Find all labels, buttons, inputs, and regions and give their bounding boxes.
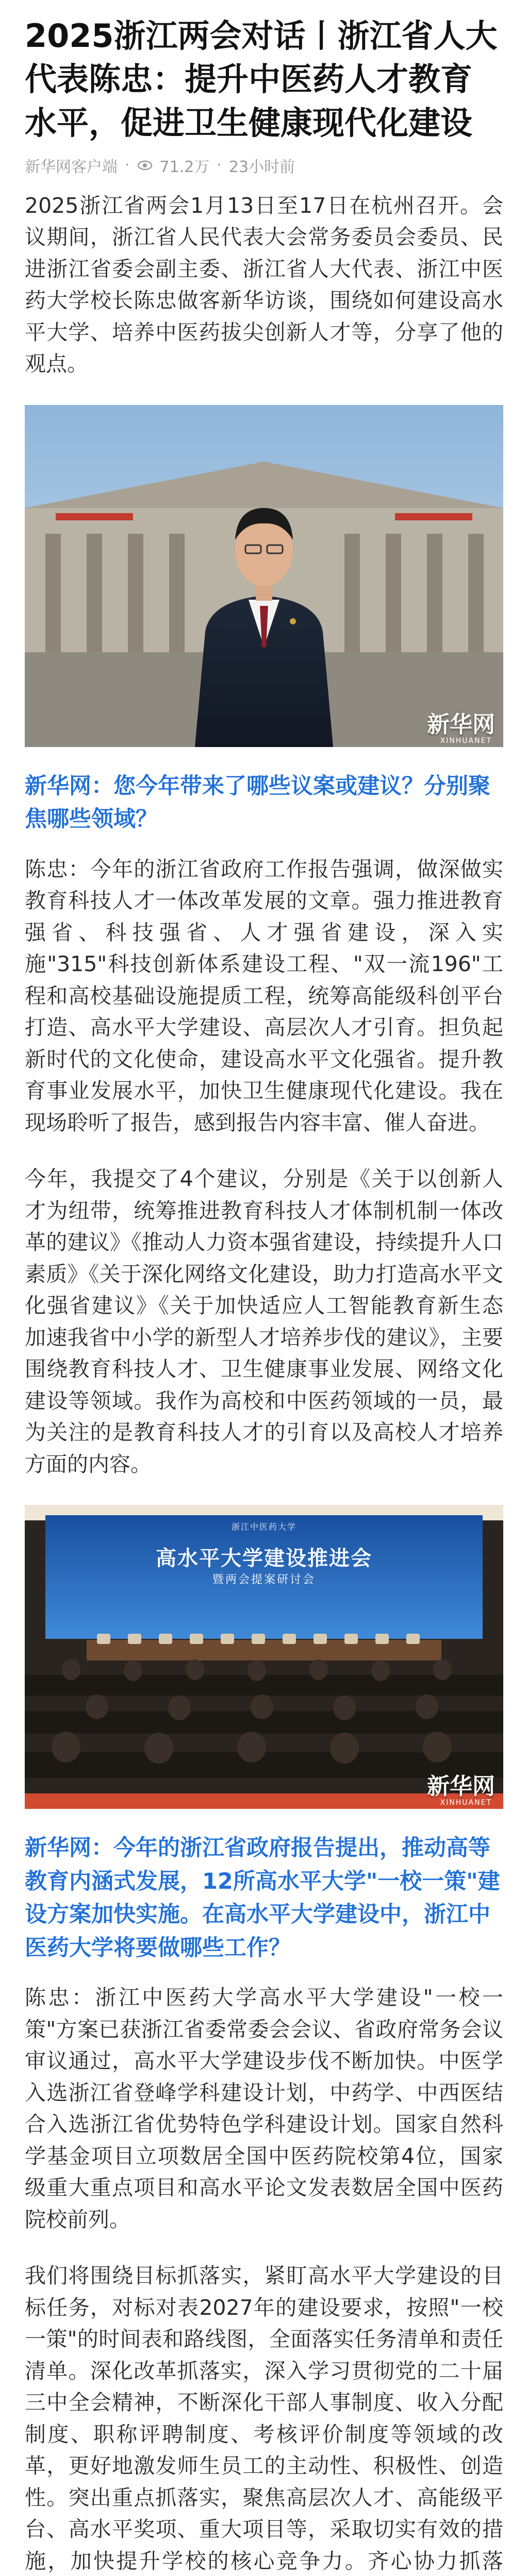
question-1: 新华网：您今年带来了哪些议案或建议？分别聚焦哪些领域？ bbox=[25, 773, 490, 833]
intro-paragraph: 2025浙江省两会1月13日至17日在杭州召开。会议期间，浙江省人民代表大会常务委员会委员、民进浙江省委会副主委、浙江省人大代表、浙江中医药大学校长陈忠做客新华访谈，围绕如何建设高水平大学、培养中医药拔尖创新人才等，分享了他的观点。 bbox=[25, 193, 503, 377]
article-meta bbox=[25, 154, 503, 177]
watermark-logo: 新华网 bbox=[427, 711, 495, 738]
question-2: 新华网：今年的浙江省政府报告提出，推动高等教育内涵式发展，12所高水平大学"一校一策"建设方案加快实施。在高水平大学建设中，浙江中医药大学将要做哪些工作？ bbox=[25, 1835, 500, 1961]
view-count: 71.2万 bbox=[159, 158, 210, 176]
publish-time: 23小时前 bbox=[228, 158, 295, 176]
eye-icon bbox=[137, 160, 153, 171]
banner-title: 高水平大学建设推进会 bbox=[156, 1547, 372, 1571]
separator-dot: · bbox=[217, 156, 222, 175]
separator-dot: · bbox=[125, 156, 130, 175]
source-name[interactable]: 新华网客户端 bbox=[25, 158, 118, 176]
watermark-sub: XINHUANET bbox=[440, 1799, 492, 1807]
answer-2-paragraph-2: 我们将围绕目标抓落实，紧盯高水平大学建设的目标任务，对标对表2027年的建设要求，按照"一校一策"的时间表和路线图，全面落实任务清单和责任清单。深化改革抓落实，深入学习贯彻党的二十届三中全会精神，不断深化干部人事制度、收入分配制度、职称评聘制度、考核评价制度等领域的改革，更好地激发师生员工的主动性、积极性、创造性。突出重点抓落实，聚焦高层次人才、高能级平台、高水平奖项、重大项目等，采取切实有效的措施，加快提升学校的核心竞争力。齐心协力抓落 bbox=[25, 2263, 503, 2573]
portrait-photo[interactable] bbox=[25, 405, 503, 747]
answer-2-paragraph-1: 陈忠：浙江中医药大学高水平大学建设"一校一策"方案已获浙江省委常委会会议、省政府常务会议审议通过，高水平大学建设步伐不断加快。中医学入选浙江省登峰学科建设计划，中药学、中西医结合入选浙江省优势特色学科建设计划。国家自然科学基金项目立项数居全国中医药院校第4位，国家级重大重点项目和高水平论文发表数居全国中医药院校前列。 bbox=[25, 1985, 503, 2232]
watermark-sub: XINHUANET bbox=[440, 736, 492, 745]
banner-org: 浙江中医药大学 bbox=[231, 1522, 296, 1532]
article-title: 2025浙江两会对话丨浙江省人大代表陈忠：提升中医药人才教育水平，促进卫生健康现代化建设 bbox=[25, 17, 498, 142]
conference-photo[interactable] bbox=[25, 1505, 503, 1809]
answer-1-paragraph-1: 陈忠：今年的浙江省政府工作报告强调，做深做实教育科技人才一体改革发展的文章。强力推进教育强省、科技强省、人才强省建设，深入实施"315"科技创新体系建设工程、"双一流196"工程和高校基础设施提质工程，统筹高能级科创平台打造、高水平大学建设、高层次人才引育。担负起新时代的文化使命，建设高水平文化强省。提升教育事业发展水平，加快卫生健康现代化建设。我在现场聆听了报告，感到报告内容丰富、催人奋进。 bbox=[25, 856, 503, 1135]
banner-subtitle: 暨两会提案研讨会 bbox=[212, 1573, 316, 1587]
answer-1-paragraph-2: 今年，我提交了4个建议，分别是《关于以创新人才为纽带，统筹推进教育科技人才体制机制一体改革的建议》《推动人力资本强省建设，持续提升人口素质》《关于深化网络文化建设，助力打造高水平文化强省建议》《关于加快适应人工智能教育新生态 加速我省中小学的新型人才培养步伐的建议》，主要围绕教育科技人才、卫生健康事业发展、网络文化建设等领域。我作为高校和中医药领域的一员，最为关注的是教育科技人才的引育以及高校人才培养方面的内容。 bbox=[25, 1166, 503, 1477]
watermark-logo: 新华网 bbox=[427, 1773, 495, 1800]
